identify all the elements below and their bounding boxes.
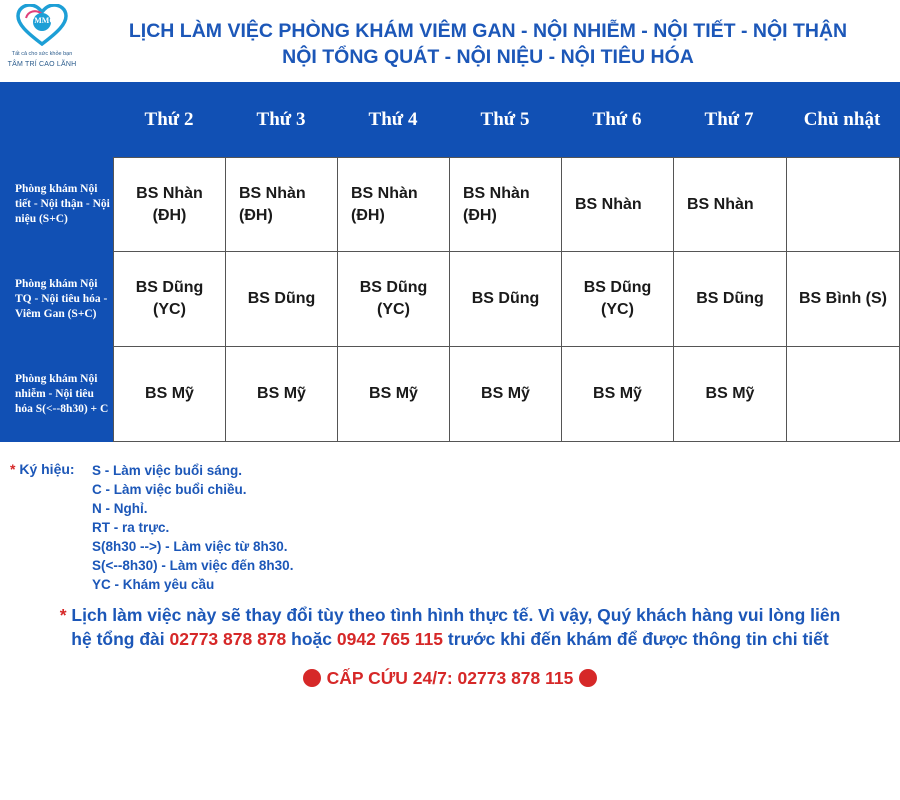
page-title-line-1: LỊCH LÀM VIỆC PHÒNG KHÁM VIÊM GAN - NỘI NHIỄM - NỘI TIẾT - NỘI THẬN	[128, 20, 848, 42]
schedule-notice	[0, 603, 900, 651]
day-header-thu: Thứ 5	[480, 108, 530, 130]
clinic-label-2: Phòng khám Nội TQ - Nội tiêu hóa - Viêm Gan (S+C)	[15, 278, 108, 320]
logo-name: TMMC	[28, 16, 56, 25]
schedule-cell: BS Mỹ	[450, 347, 562, 442]
legend-item: C - Làm việc buổi chiều.	[92, 482, 247, 497]
schedule-cell: BS Nhàn (ĐH)	[450, 157, 562, 252]
legend-item: YC - Khám yêu cầu	[92, 577, 215, 592]
schedule-cell: BS Mỹ	[674, 347, 787, 442]
hotline-phone-1[interactable]: 02773 878 878	[169, 629, 287, 649]
day-header-wed: Thứ 4	[368, 108, 418, 130]
schedule-table	[0, 82, 900, 442]
day-header-mon: Thứ 2	[144, 108, 194, 130]
schedule-cell	[787, 347, 900, 442]
legend-item: RT - ra trực.	[92, 520, 170, 535]
legend-item: N - Nghỉ.	[92, 501, 148, 516]
day-header-fri: Thứ 6	[592, 108, 642, 130]
schedule-cell: BS Bình (S)	[787, 252, 900, 347]
schedule-cell: BS Dũng	[226, 252, 338, 347]
red-circle-icon	[303, 669, 321, 687]
notice-asterisk: *	[59, 605, 67, 625]
hotline-phone-2[interactable]: 0942 765 115	[336, 629, 443, 649]
schedule-cell: BS Dũng (YC)	[562, 252, 674, 347]
clinic-label-1: Phòng khám Nội tiết - Nội thận - Nội niệu (S+C)	[15, 183, 110, 225]
schedule-cell: BS Dũng	[450, 252, 562, 347]
page-title-line-2: NỘI TỔNG QUÁT - NỘI NIỆU - NỘI TIÊU HÓA	[282, 46, 694, 68]
schedule-cell: BS Nhàn (ĐH)	[113, 157, 226, 252]
legend-label	[10, 461, 75, 477]
clinic-label-3: Phòng khám Nội nhiễm - Nội tiêu hóa S(<--8h30) + C	[15, 373, 109, 415]
emergency-line	[0, 665, 900, 691]
legend-item: S - Làm việc buổi sáng.	[92, 463, 243, 478]
schedule-cell: BS Nhàn	[562, 157, 674, 252]
page-title	[88, 18, 888, 70]
clinic-logo	[4, 4, 80, 70]
logo-brand: TÂM TRÍ CAO LÃNH	[7, 61, 77, 68]
logo-tagline: Tất cả cho sức khỏe bạn	[11, 51, 73, 57]
notice-text-2: hệ tổng đài	[71, 629, 165, 649]
notice-text-3: hoặc	[291, 629, 333, 649]
day-header-sun: Chủ nhật	[803, 108, 881, 130]
schedule-cell: BS Nhàn	[674, 157, 787, 252]
heart-logo-icon	[16, 4, 68, 46]
legend-item: S(<--8h30) - Làm việc đến 8h30.	[92, 558, 294, 573]
notice-text-1: Lịch làm việc này sẽ thay đổi tùy theo tình hình thực tế. Vì vậy, Quý khách hàng vui lòng liên	[71, 605, 841, 625]
schedule-cell: BS Mỹ	[338, 347, 450, 442]
schedule-cell: BS Nhàn (ĐH)	[338, 157, 450, 252]
schedule-cell: BS Dũng (YC)	[338, 252, 450, 347]
schedule-cell: BS Dũng	[674, 252, 787, 347]
red-circle-icon	[579, 669, 597, 687]
schedule-cell: BS Mỹ	[113, 347, 226, 442]
legend-asterisk: *	[10, 461, 16, 477]
schedule-cell: BS Mỹ	[562, 347, 674, 442]
schedule-cell: BS Nhàn (ĐH)	[226, 157, 338, 252]
legend-list	[92, 461, 293, 594]
schedule-cell: BS Mỹ	[226, 347, 338, 442]
emergency-text[interactable]: CẤP CỨU 24/7: 02773 878 115	[326, 668, 574, 688]
day-header-tue: Thứ 3	[256, 108, 306, 130]
schedule-cell: BS Dũng (YC)	[113, 252, 226, 347]
schedule-cell	[787, 157, 900, 252]
notice-text-4: trước khi đến khám để được thông tin chi tiết	[447, 629, 829, 649]
legend-item: S(8h30 -->) - Làm việc từ 8h30.	[92, 539, 288, 554]
day-header-sat: Thứ 7	[704, 108, 754, 130]
legend-title: Ký hiệu:	[19, 461, 75, 477]
